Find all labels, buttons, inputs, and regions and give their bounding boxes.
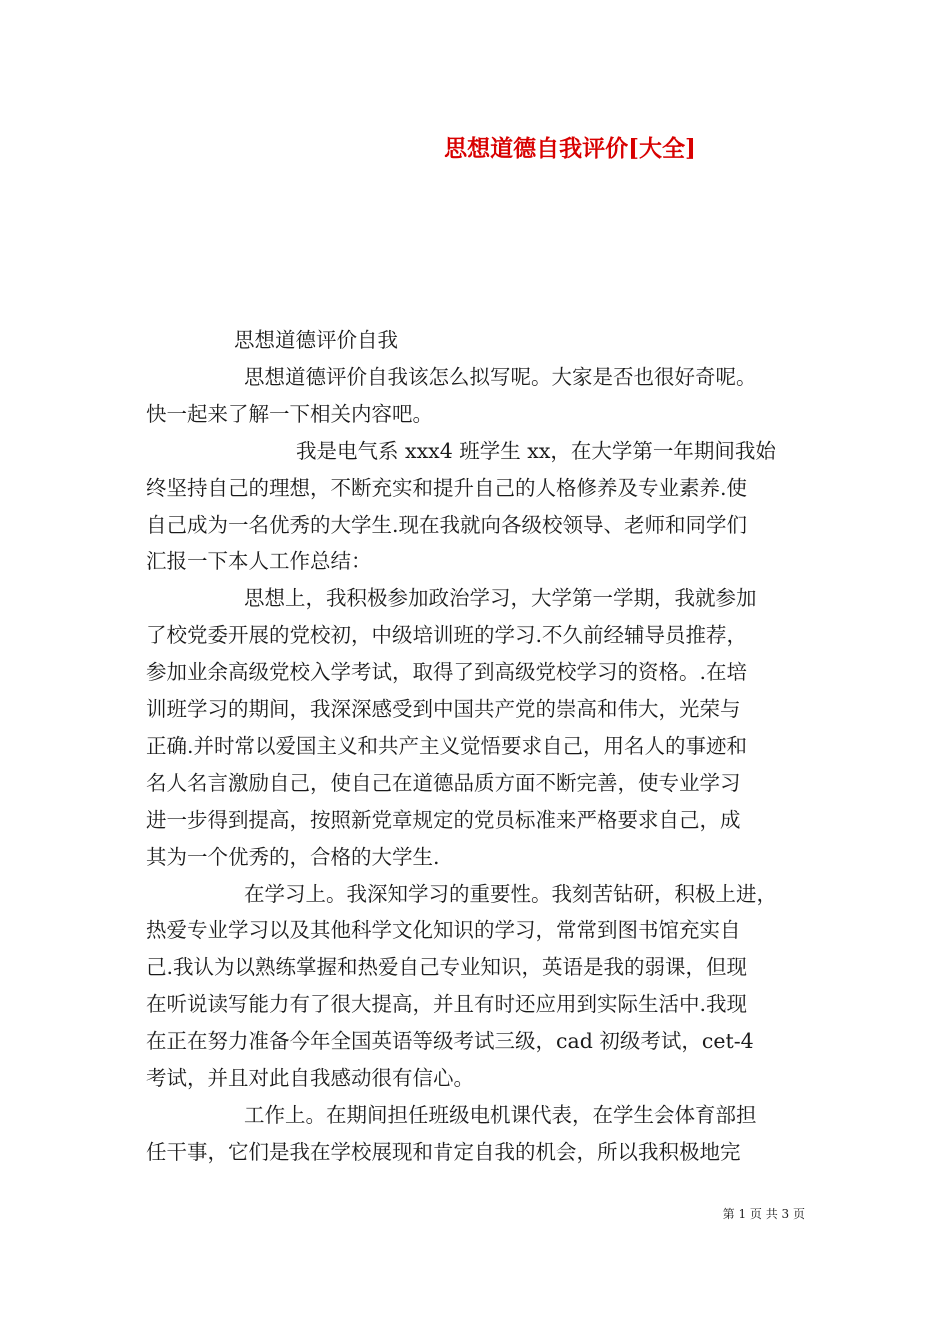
body-line: 思想道德评价自我该怎么拟写呢。大家是否也很好奇呢。 [244, 365, 757, 389]
body-line: 工作上。在期间担任班级电机课代表，在学生会体育部担 [244, 1103, 757, 1127]
body-line: 热爱专业学习以及其他科学文化知识的学习，常常到图书馆充实自 [146, 918, 741, 942]
body-line: 考试，并且对此自我感动很有信心。 [146, 1066, 474, 1090]
body-line: 名人名言激励自己，使自己在道德品质方面不断完善，使专业学习 [146, 771, 741, 795]
body-line: 思想上，我积极参加政治学习，大学第一学期，我就参加 [244, 586, 757, 610]
body-line: 正确.并时常以爱国主义和共产主义觉悟要求自己，用名人的事迹和 [146, 734, 748, 758]
body-line: 终坚持自己的理想，不断充实和提升自己的人格修养及专业素养.使 [146, 476, 748, 500]
body-line: 自己成为一名优秀的大学生.现在我就向各级校领导、老师和同学们 [146, 513, 748, 537]
page-footer: 第 1 页 共 3 页 [722, 1207, 805, 1221]
body-line: 快一起来了解一下相关内容吧。 [146, 402, 433, 426]
body-line: 汇报一下本人工作总结： [146, 549, 372, 573]
body-line: 思想道德评价自我 [234, 328, 398, 352]
document-title: 思想道德自我评价[大全] [444, 135, 696, 162]
body-line: 其为一个优秀的，合格的大学生. [146, 845, 440, 869]
body-line: 了校党委开展的党校初，中级培训班的学习.不久前经辅导员推荐， [146, 623, 748, 647]
body-line: 己.我认为以熟练掌握和热爱自己专业知识，英语是我的弱课，但现 [146, 955, 748, 979]
body-line: 任干事，它们是我在学校展现和肯定自我的机会，所以我积极地完 [146, 1140, 741, 1164]
body-line: 参加业余高级党校入学考试，取得了到高级党校学习的资格。.在培 [146, 660, 748, 684]
body-line: 训班学习的期间，我深深感受到中国共产党的崇高和伟大，光荣与 [146, 697, 741, 721]
body-line: 在听说读写能力有了很大提高，并且有时还应用到实际生活中.我现 [146, 992, 748, 1016]
body-line: 我是电气系 xxx4 班学生 xx，在大学第一年期间我始 [296, 439, 776, 463]
body-line: 在正在努力准备今年全国英语等级考试三级，cad 初级考试，cet-4 [146, 1029, 754, 1053]
body-line: 进一步得到提高，按照新党章规定的党员标准来严格要求自己，成 [146, 808, 741, 832]
body-line: 在学习上。我深知学习的重要性。我刻苦钻研，积极上进， [244, 882, 777, 906]
